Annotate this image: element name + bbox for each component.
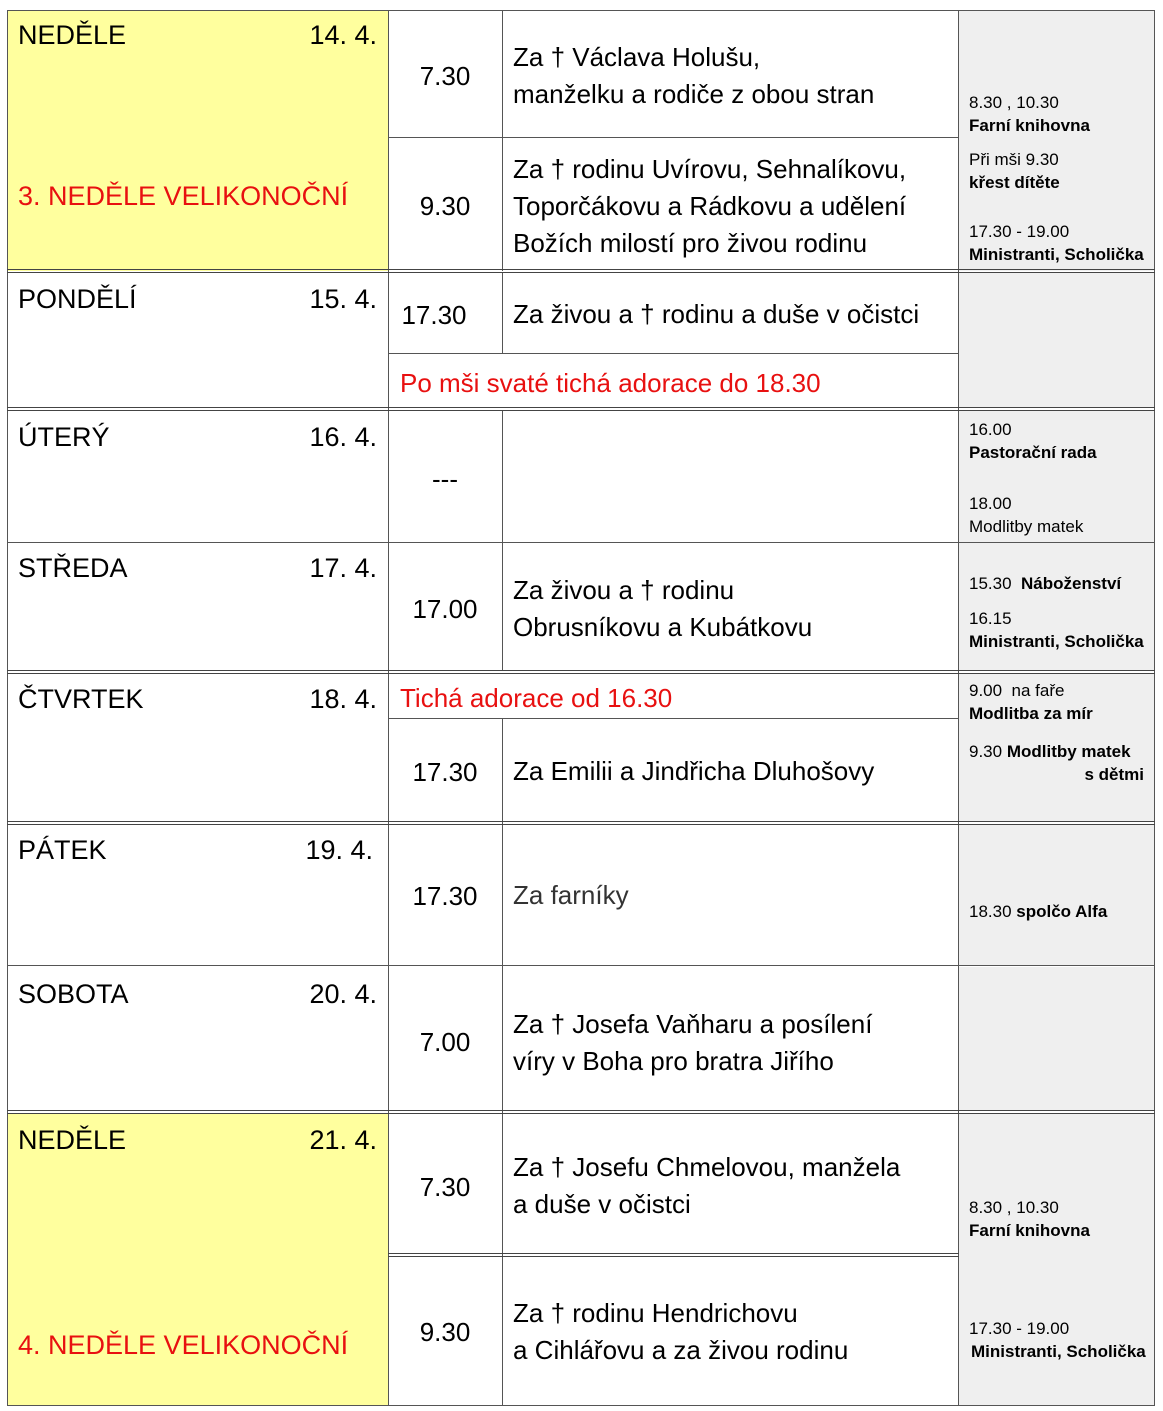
mass-intention: Za † Václava Holušu, manželku a rodiče z obou stran <box>513 42 875 109</box>
mass-intention: Za † rodinu Hendrichovu a Cihlářovu a za živou rodinu <box>513 1298 849 1365</box>
note-item: 16.00 Pastorační rada <box>969 420 1097 462</box>
day-name-mon: PONDĚLÍ <box>18 284 137 314</box>
note-item: 17.30 - 19.00 Ministranti, Scholička <box>969 1319 1146 1361</box>
announcement-thu: Tichá adorace od 16.30 <box>400 683 673 713</box>
day-date-mon: 15. 4. <box>309 284 377 314</box>
day-name-tue: ÚTERÝ <box>18 422 110 452</box>
note-item: 16.15 Ministranti, Scholička <box>969 609 1144 651</box>
notes-cell-fri <box>959 824 1154 965</box>
feast-title-sun2: 4. NEDĚLE VELIKONOČNÍ <box>18 1330 349 1360</box>
day-date-sun2: 21. 4. <box>309 1125 377 1155</box>
day-name-thu: ČTVRTEK <box>18 684 144 714</box>
note-item: 8.30 , 10.30 Farní knihovna <box>969 1198 1090 1240</box>
note-item: 8.30 , 10.30 Farní knihovna <box>969 93 1090 135</box>
mass-time: 9.30 <box>419 191 471 221</box>
day-date-tue: 16. 4. <box>309 422 377 452</box>
mass-intention: Za † Josefu Chmelovou, manžela a duše v očistci <box>513 1152 901 1219</box>
mass-intention: Za † rodinu Uvírovu, Sehnalíkovu, Toporčákovu a Rádkovu a udělení Božích milostí pro živou rodinu <box>513 154 907 258</box>
day-date-fri: 19. 4. <box>305 835 373 865</box>
note-item: 18.30 spolčo Alfa <box>969 902 1108 921</box>
day-date-thu: 18. 4. <box>309 684 377 714</box>
mass-intention: Za živou a † rodinu a duše v očistci <box>513 299 920 329</box>
mass-time: 9.30 <box>419 1317 471 1347</box>
sunday-2-day-cell <box>8 1113 389 1405</box>
mass-time: 17.00 <box>412 594 478 624</box>
day-date-sat: 20. 4. <box>309 979 377 1009</box>
day-name-fri: PÁTEK <box>18 835 107 865</box>
day-name-sun1: NEDĚLE <box>18 20 127 50</box>
note-item: Při mši 9.30 křest dítěte <box>969 150 1060 192</box>
mass-intention: Za živou a † rodinu Obrusníkovu a Kubátkovu <box>513 575 813 642</box>
mass-intention: Za † Josefa Vaňharu a posílení víry v Boha pro bratra Jiřího <box>513 1009 873 1076</box>
mass-time: 7.30 <box>419 1172 471 1202</box>
day-date-sun1: 14. 4. <box>309 20 377 50</box>
feast-title-sun1: 3. NEDĚLE VELIKONOČNÍ <box>18 181 349 211</box>
mass-time: 7.00 <box>419 1027 471 1057</box>
announcement-mon: Po mši svaté tichá adorace do 18.30 <box>400 368 821 398</box>
mass-intention: Za farníky <box>513 880 629 910</box>
mass-time: 17.30 <box>401 300 467 330</box>
note-item: 17.30 - 19.00 Ministranti, Scholička <box>969 222 1144 264</box>
notes-cell-mon <box>959 272 1154 408</box>
mass-intention: Za Emilii a Jindřicha Dluhošovy <box>513 756 875 786</box>
note-item: 9.30 Modlitby matek s dětmi <box>969 742 1144 784</box>
mass-time: 7.30 <box>419 61 471 91</box>
day-name-wed: STŘEDA <box>18 553 128 583</box>
day-name-sun2: NEDĚLE <box>18 1125 127 1155</box>
day-name-sat: SOBOTA <box>18 979 129 1009</box>
note-item: 15.30 Náboženství <box>969 574 1122 593</box>
note-item: 9.00 na faře Modlitba za mír <box>969 681 1093 723</box>
mass-time: 17.30 <box>412 881 478 911</box>
mass-time: --- <box>432 464 458 494</box>
day-date-wed: 17. 4. <box>309 553 377 583</box>
notes-cell-sat <box>959 967 1154 1111</box>
mass-time: 17.30 <box>412 757 478 787</box>
note-item: 18.00 Modlitby matek <box>969 494 1084 536</box>
